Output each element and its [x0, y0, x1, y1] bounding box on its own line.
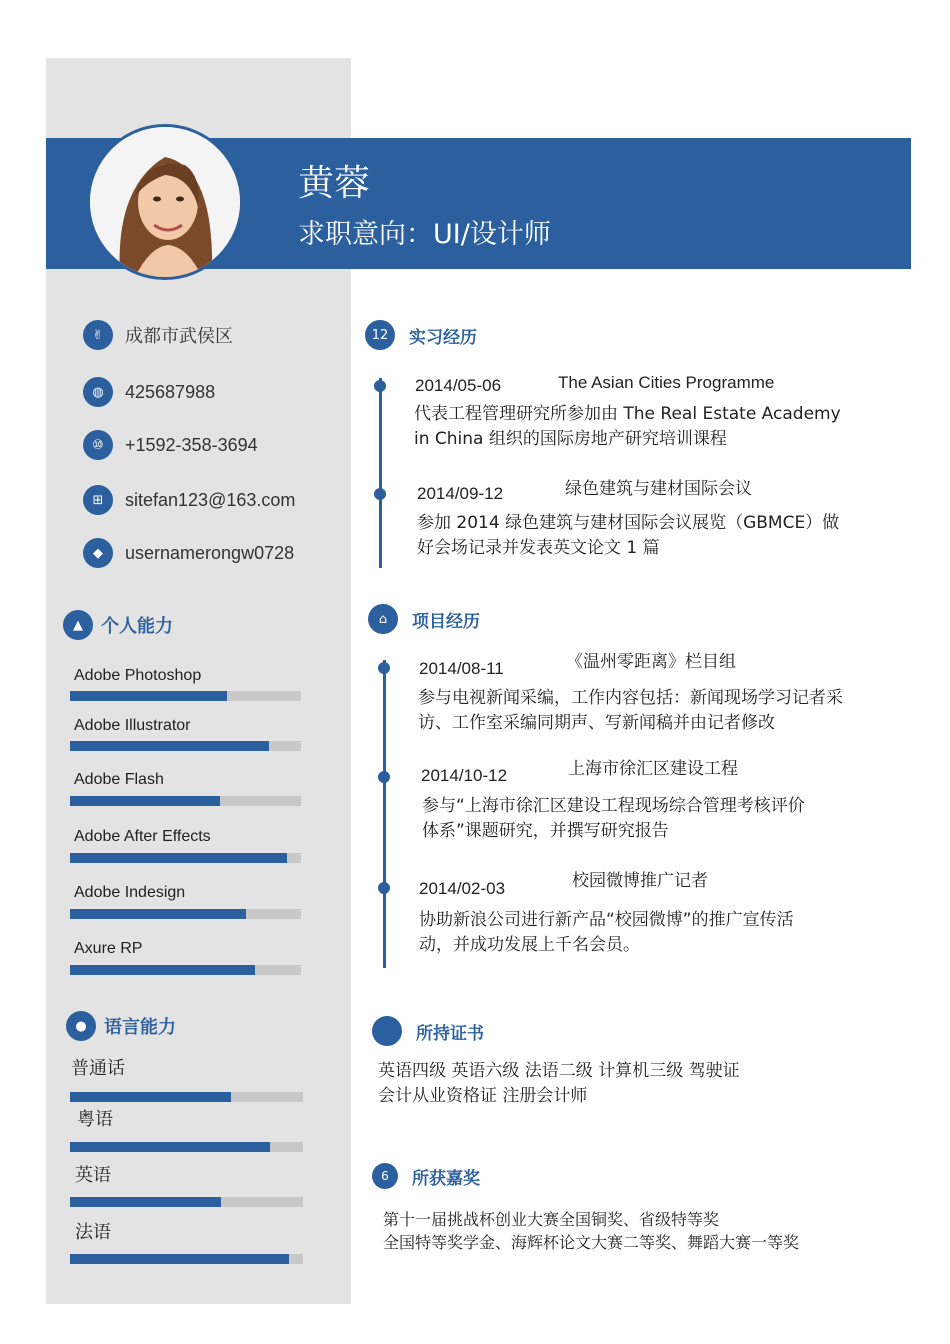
skills-heading — [63, 610, 173, 640]
language-bar — [70, 1254, 303, 1264]
contact-qq-text: 425687988 — [125, 381, 216, 402]
entry-desc — [418, 686, 898, 736]
entry-desc — [419, 908, 899, 958]
contact-phone-text: +1592-358-3694 — [125, 434, 258, 455]
entry-title: 上海市徐汇区建设工程 — [568, 759, 738, 779]
skill-label: Axure RP — [74, 940, 143, 957]
entry-desc-line: 动，并成功发展上千名会员。 — [419, 935, 640, 955]
contact-email-text: sitefan123@163.com — [125, 489, 296, 510]
skill-bar-fill — [70, 909, 246, 919]
language-bar-fill — [70, 1197, 221, 1207]
awards-line: 全国特等奖学金、海辉杯论文大赛二等奖、舞蹈大赛一等奖 — [383, 1233, 800, 1252]
entry-desc-line: 协助新浪公司进行新产品“校园微博”的推广宣传活 — [419, 910, 794, 930]
skill-bar-fill — [70, 691, 227, 701]
language-bar-fill — [70, 1254, 289, 1264]
skill-bar — [70, 741, 301, 751]
entry-date: 2014/10-12 — [421, 766, 508, 785]
entry-date: 2014/09-12 — [417, 484, 504, 503]
skill-bar — [70, 965, 301, 975]
language-bar — [70, 1197, 303, 1207]
skill-bar-fill — [70, 965, 255, 975]
entry-desc-line: 代表工程管理研究所参加由 The Real Estate Academy — [414, 404, 841, 424]
calendar-icon: 12 — [365, 320, 395, 350]
internship-heading-text: 实习经历 — [409, 327, 477, 348]
language-bar-fill — [70, 1142, 270, 1152]
language-bar — [70, 1142, 303, 1152]
timeline-dot — [374, 380, 386, 392]
medal-icon: 6 — [372, 1163, 398, 1189]
entry-desc — [414, 402, 894, 452]
skills-heading-text: 个人能力 — [101, 616, 173, 637]
internship-heading — [365, 320, 477, 350]
awards-line: 第十一届挑战杯创业大赛全国铜奖、省级特等奖 — [383, 1210, 720, 1229]
contact-username — [83, 538, 294, 568]
skill-bar — [70, 909, 301, 919]
skill-label: Adobe Indesign — [74, 884, 186, 901]
timeline-dot — [378, 662, 390, 674]
entry-title: The Asian Cities Programme — [558, 373, 775, 392]
phone-icon: ⑩ — [83, 430, 113, 460]
home-icon: ⌂ — [368, 604, 398, 634]
contact-email — [83, 485, 295, 515]
skill-label: Adobe Photoshop — [74, 667, 202, 684]
person-icon: ● — [66, 1011, 96, 1041]
entry-desc — [417, 511, 897, 561]
entry-title: 《温州零距离》栏目组 — [566, 652, 736, 672]
projects-timeline — [383, 660, 386, 968]
location-icon: ✌ — [83, 320, 113, 350]
skill-label: Adobe Illustrator — [74, 717, 191, 734]
certificates-heading-text: 所持证书 — [416, 1023, 484, 1044]
entry-date: 2014/02-03 — [419, 879, 506, 898]
entry-desc-line: in China 组织的国际房地产研究培训课程 — [414, 429, 727, 449]
contact-username-text: usernamerongw0728 — [125, 542, 295, 563]
entry-date: 2014/05-06 — [415, 376, 502, 395]
entry-desc-line: 参与“上海市徐汇区建设工程现场综合管理考核评价 — [422, 796, 805, 816]
language-bar-fill — [70, 1092, 231, 1102]
languages-heading — [66, 1011, 176, 1041]
entry-desc-line: 参与电视新闻采编，工作内容包括：新闻现场学习记者采 — [418, 688, 843, 708]
language-label: 粤语 — [77, 1109, 113, 1129]
rocket-icon: ▲ — [63, 610, 93, 640]
skill-bar — [70, 691, 301, 701]
skill-bar — [70, 796, 301, 806]
contact-qq — [83, 377, 215, 407]
job-intent: 求职意向：UI/设计师 — [298, 219, 551, 250]
skill-bar — [70, 853, 301, 863]
timeline-dot — [378, 882, 390, 894]
skill-bar-fill — [70, 741, 269, 751]
entry-desc — [422, 794, 902, 844]
certificates-line: 英语四级 英语六级 法语二级 计算机三级 驾驶证 — [378, 1061, 740, 1081]
entry-desc-line: 好会场记录并发表英文论文 1 篇 — [417, 538, 660, 558]
contact-address — [83, 320, 233, 350]
language-bar — [70, 1092, 303, 1102]
qq-icon: ◍ — [83, 377, 113, 407]
skill-bar-fill — [70, 853, 287, 863]
certificates-list — [378, 1059, 740, 1109]
avatar — [87, 124, 243, 280]
avatar-photo-icon — [90, 127, 240, 277]
language-label: 普通话 — [71, 1058, 125, 1078]
languages-heading-text: 语言能力 — [104, 1017, 176, 1038]
awards-list — [383, 1208, 799, 1254]
certificate-icon — [372, 1016, 402, 1046]
entry-date: 2014/08-11 — [419, 659, 504, 678]
skill-label: Adobe Flash — [74, 771, 164, 788]
contact-phone — [83, 430, 258, 460]
projects-heading-text: 项目经历 — [412, 611, 480, 632]
awards-heading-text: 所获嘉奖 — [412, 1168, 480, 1189]
skill-bar-fill — [70, 796, 220, 806]
internship-timeline — [379, 378, 382, 568]
email-icon: ⊞ — [83, 485, 113, 515]
awards-heading — [372, 1163, 480, 1189]
entry-desc-line: 体系”课题研究，并撰写研究报告 — [422, 821, 669, 841]
language-label: 英语 — [75, 1165, 111, 1185]
certificates-line: 会计从业资格证 注册会计师 — [378, 1086, 588, 1106]
certificates-heading — [372, 1016, 484, 1046]
skill-label: Adobe After Effects — [74, 828, 211, 845]
diamond-icon: ◆ — [83, 538, 113, 568]
timeline-dot — [374, 488, 386, 500]
entry-desc-line: 参加 2014 绿色建筑与建材国际会议展览（GBMCE）做 — [417, 513, 840, 533]
contact-address-text: 成都市武侯区 — [125, 326, 233, 346]
projects-heading — [368, 604, 480, 634]
candidate-name: 黄蓉 — [298, 163, 371, 204]
entry-title: 校园微博推广记者 — [572, 871, 708, 891]
language-label: 法语 — [75, 1222, 111, 1242]
timeline-dot — [378, 771, 390, 783]
entry-title: 绿色建筑与建材国际会议 — [565, 479, 752, 499]
entry-desc-line: 访、工作室采编同期声、写新闻稿并由记者修改 — [418, 713, 775, 733]
